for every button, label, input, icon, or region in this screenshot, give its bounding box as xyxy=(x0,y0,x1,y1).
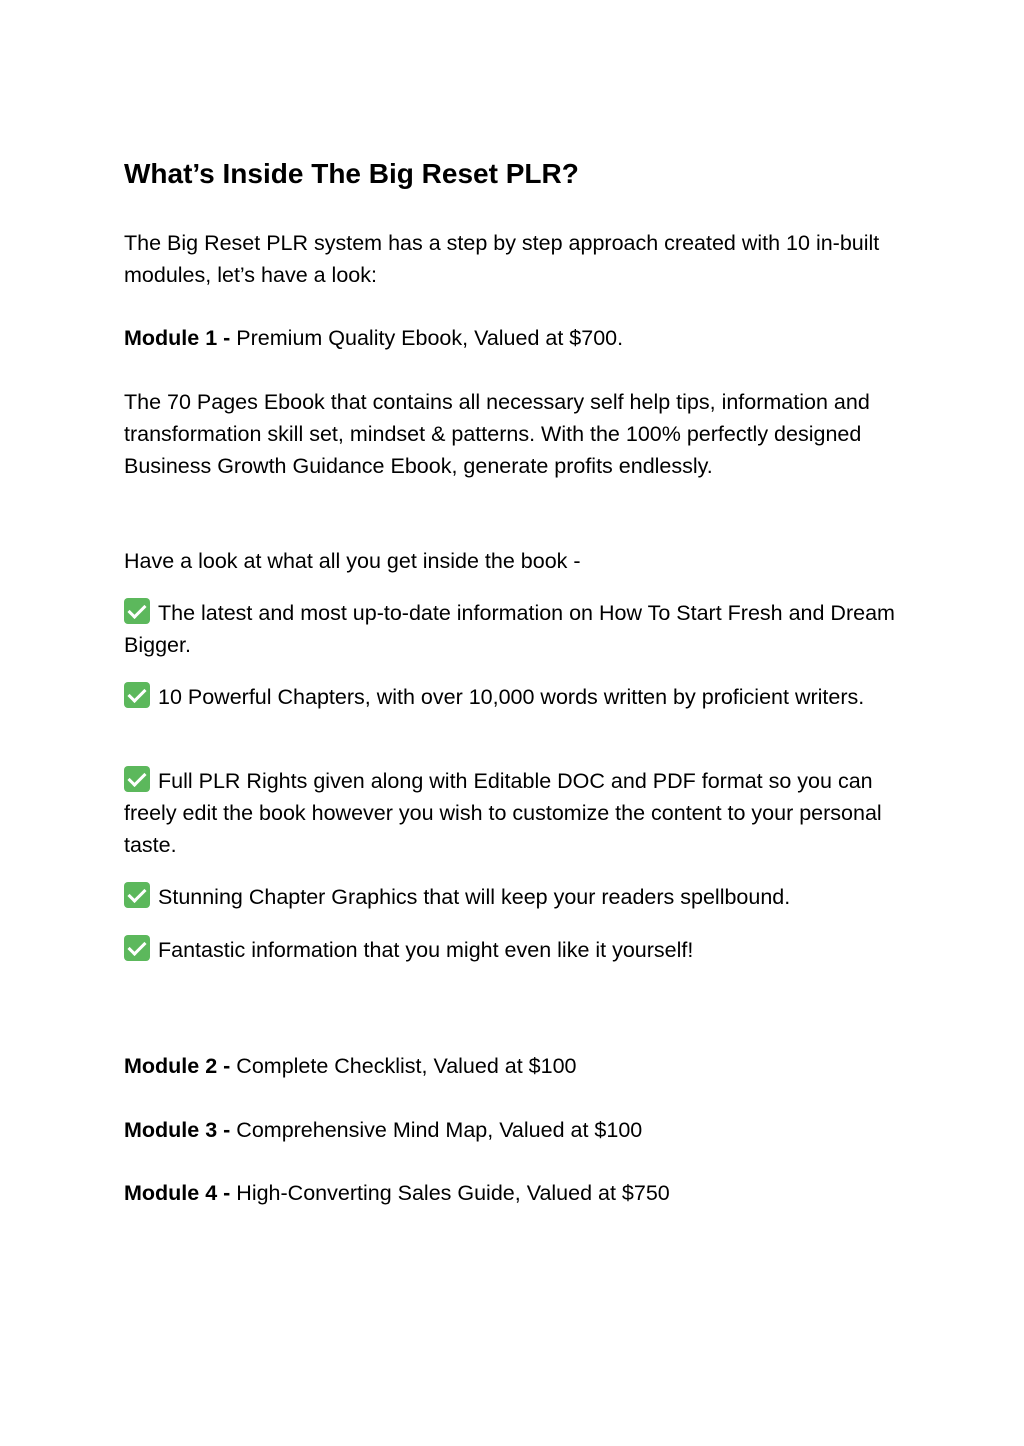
white-heavy-check-mark-icon xyxy=(124,766,150,792)
module-1-line xyxy=(124,322,623,354)
checklist-item-text: 10 Powerful Chapters, with over 10,000 words written by proficient writers. xyxy=(158,685,865,709)
checklist-item-text: The latest and most up-to-date information on How To Start Fresh and Dream Bigger. xyxy=(124,601,895,657)
module-4-text: High-Converting Sales Guide, Valued at $750 xyxy=(236,1181,670,1205)
page-title: What’s Inside The Big Reset PLR? xyxy=(124,158,579,189)
white-heavy-check-mark-icon xyxy=(124,598,150,624)
module-1-label: Module 1 - xyxy=(124,326,231,350)
white-heavy-check-mark-icon xyxy=(124,882,150,908)
module-1-text: Premium Quality Ebook, Valued at $700. xyxy=(236,326,624,350)
white-heavy-check-mark-icon xyxy=(124,935,150,961)
module-4-line xyxy=(124,1177,670,1209)
module-4-label: Module 4 - xyxy=(124,1181,231,1205)
checklist-item xyxy=(124,934,914,966)
module-3-label: Module 3 - xyxy=(124,1118,231,1142)
intro-paragraph: The Big Reset PLR system has a step by step approach created with 10 in-built modules, let’s have a look: xyxy=(124,231,880,287)
checklist-item xyxy=(124,881,914,913)
module-3-line xyxy=(124,1114,642,1146)
checklist-item-text: Stunning Chapter Graphics that will keep your readers spellbound. xyxy=(158,885,791,909)
module-2-text: Complete Checklist, Valued at $100 xyxy=(236,1054,577,1078)
checklist-item xyxy=(124,597,914,661)
ebook-description: The 70 Pages Ebook that contains all necessary self help tips, information and transformation skill set, mindset & patterns. With the 100% perfectly designed Business Growth Guidance Ebook, generate profits endlessly. xyxy=(124,390,870,478)
checklist-item xyxy=(124,765,914,861)
module-3-text: Comprehensive Mind Map, Valued at $100 xyxy=(236,1118,643,1142)
inside-intro: Have a look at what all you get inside the book - xyxy=(124,549,581,573)
white-heavy-check-mark-icon xyxy=(124,682,150,708)
module-2-line xyxy=(124,1050,577,1082)
checklist-item-text: Fantastic information that you might even like it yourself! xyxy=(158,938,694,962)
checklist-item xyxy=(124,681,914,713)
module-2-label: Module 2 - xyxy=(124,1054,231,1078)
checklist-item-text: Full PLR Rights given along with Editable DOC and PDF format so you can freely edit the book however you wish to customize the content to your personal taste. xyxy=(124,769,882,857)
